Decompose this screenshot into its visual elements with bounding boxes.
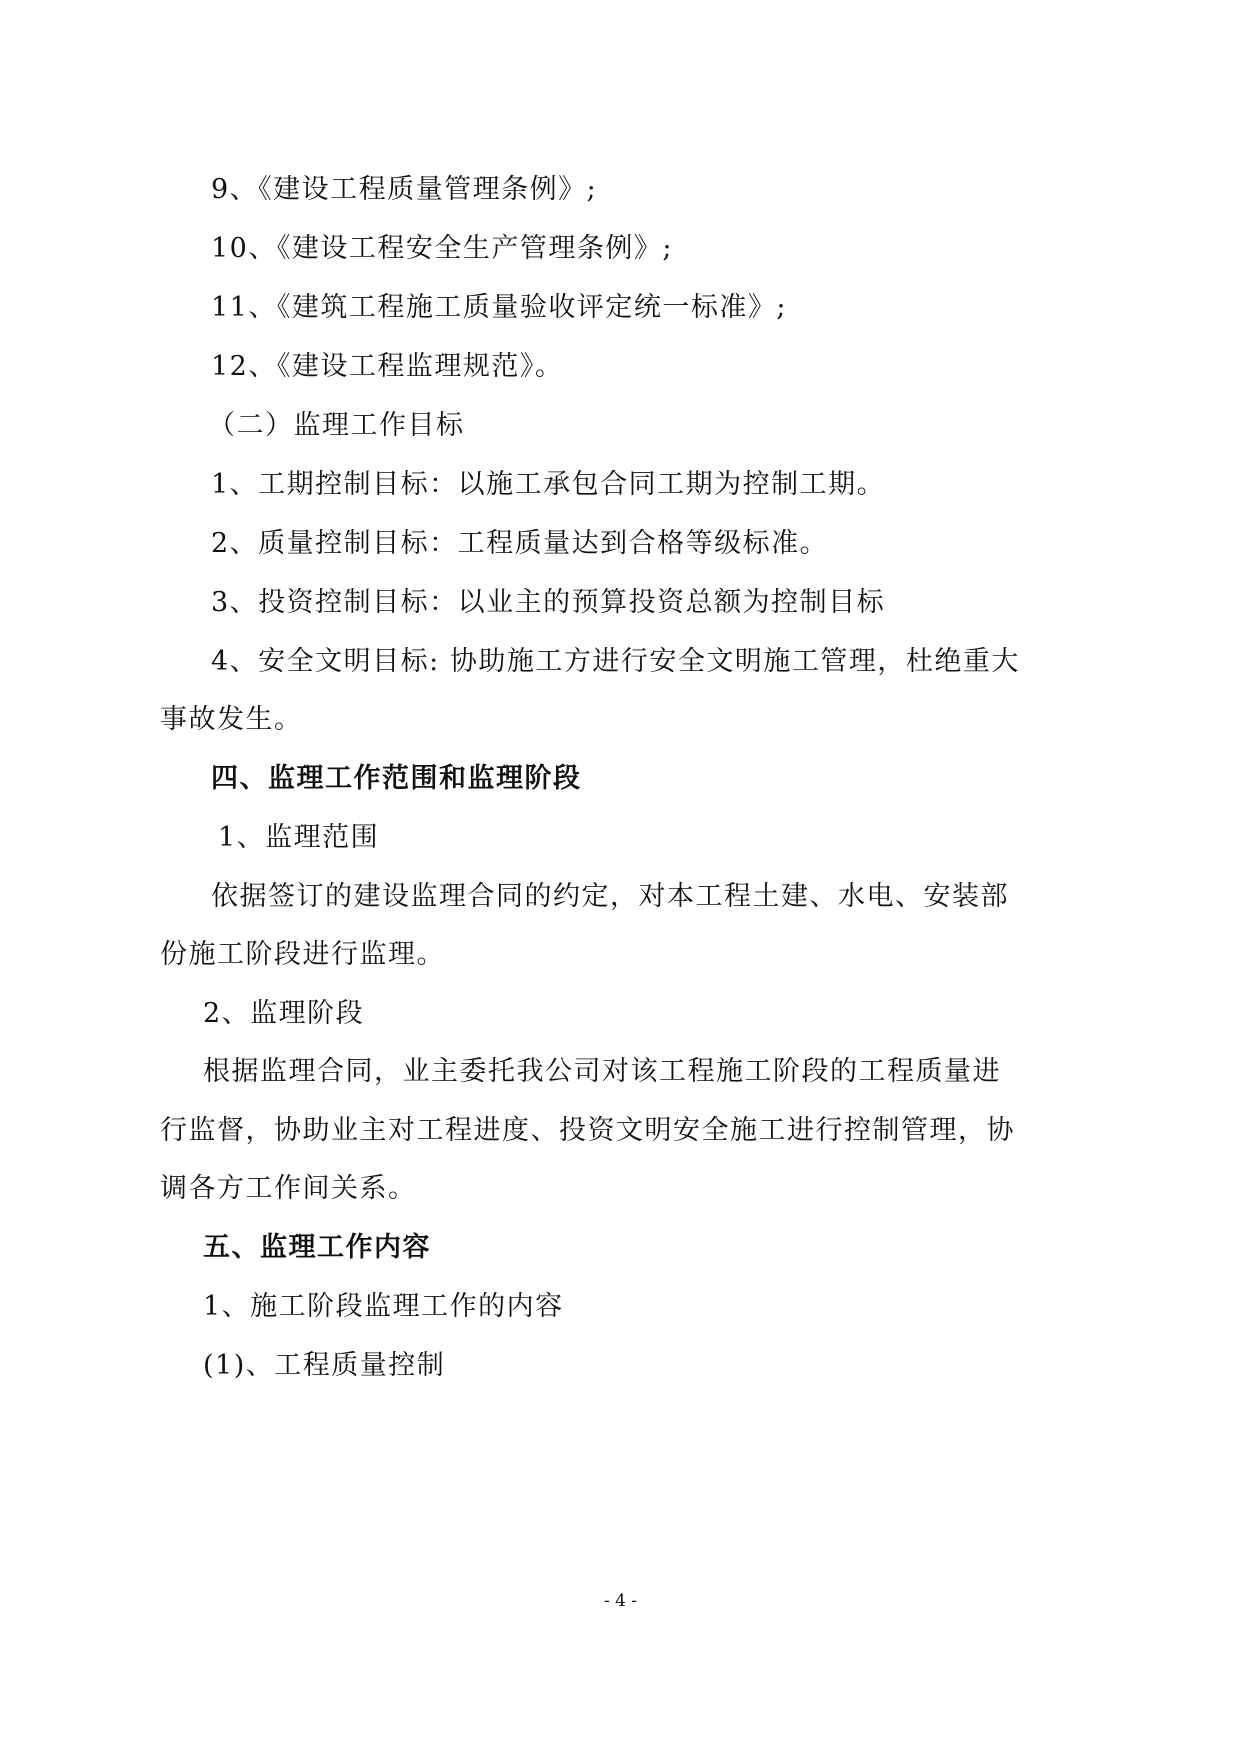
section-heading-content: 五、监理工作内容 xyxy=(203,1232,431,1263)
scope-paragraph-line-2: 份施工阶段进行监理。 xyxy=(160,939,445,970)
stage-paragraph-line-3: 调各方工作间关系。 xyxy=(160,1173,417,1204)
page-number: - 4 - xyxy=(603,1591,638,1611)
scope-paragraph-line-1: 依据签订的建设监理合同的约定，对本工程土建、水电、安装部 xyxy=(211,881,1009,912)
objective-safety: 4、安全文明目标: 协助施工方进行安全文明施工管理，杜绝重大 xyxy=(211,646,1020,677)
stage-subheading: 2、监理阶段 xyxy=(203,998,365,1029)
objective-safety-continued: 事故发生。 xyxy=(160,704,303,735)
regulation-item-11: 11、《建筑工程施工质量验收评定统一标准》; xyxy=(211,292,787,323)
section-heading-scope: 四、监理工作范围和监理阶段 xyxy=(211,763,582,794)
stage-paragraph-line-1: 根据监理合同，业主委托我公司对该工程施工阶段的工程质量进 xyxy=(203,1056,1001,1087)
objective-investment: 3、投资控制目标：以业主的预算投资总额为控制目标 xyxy=(211,587,886,618)
scope-subheading: 1、监理范围 xyxy=(218,822,380,853)
regulation-item-10: 10、《建设工程安全生产管理条例》; xyxy=(211,233,673,264)
regulation-item-9: 9、《建设工程质量管理条例》; xyxy=(211,174,598,205)
objective-schedule: 1、工期控制目标：以施工承包合同工期为控制工期。 xyxy=(211,469,886,500)
objective-quality: 2、质量控制目标：工程质量达到合格等级标准。 xyxy=(211,528,829,559)
quality-control-subheading: (1)、工程质量控制 xyxy=(203,1350,446,1381)
subsection-work-objectives: （二）监理工作目标 xyxy=(208,410,465,441)
stage-paragraph-line-2: 行监督，协助业主对工程进度、投资文明安全施工进行控制管理，协 xyxy=(160,1115,1015,1146)
content-item-1: 1、施工阶段监理工作的内容 xyxy=(203,1291,564,1322)
regulation-item-12: 12、《建设工程监理规范》。 xyxy=(211,351,564,382)
